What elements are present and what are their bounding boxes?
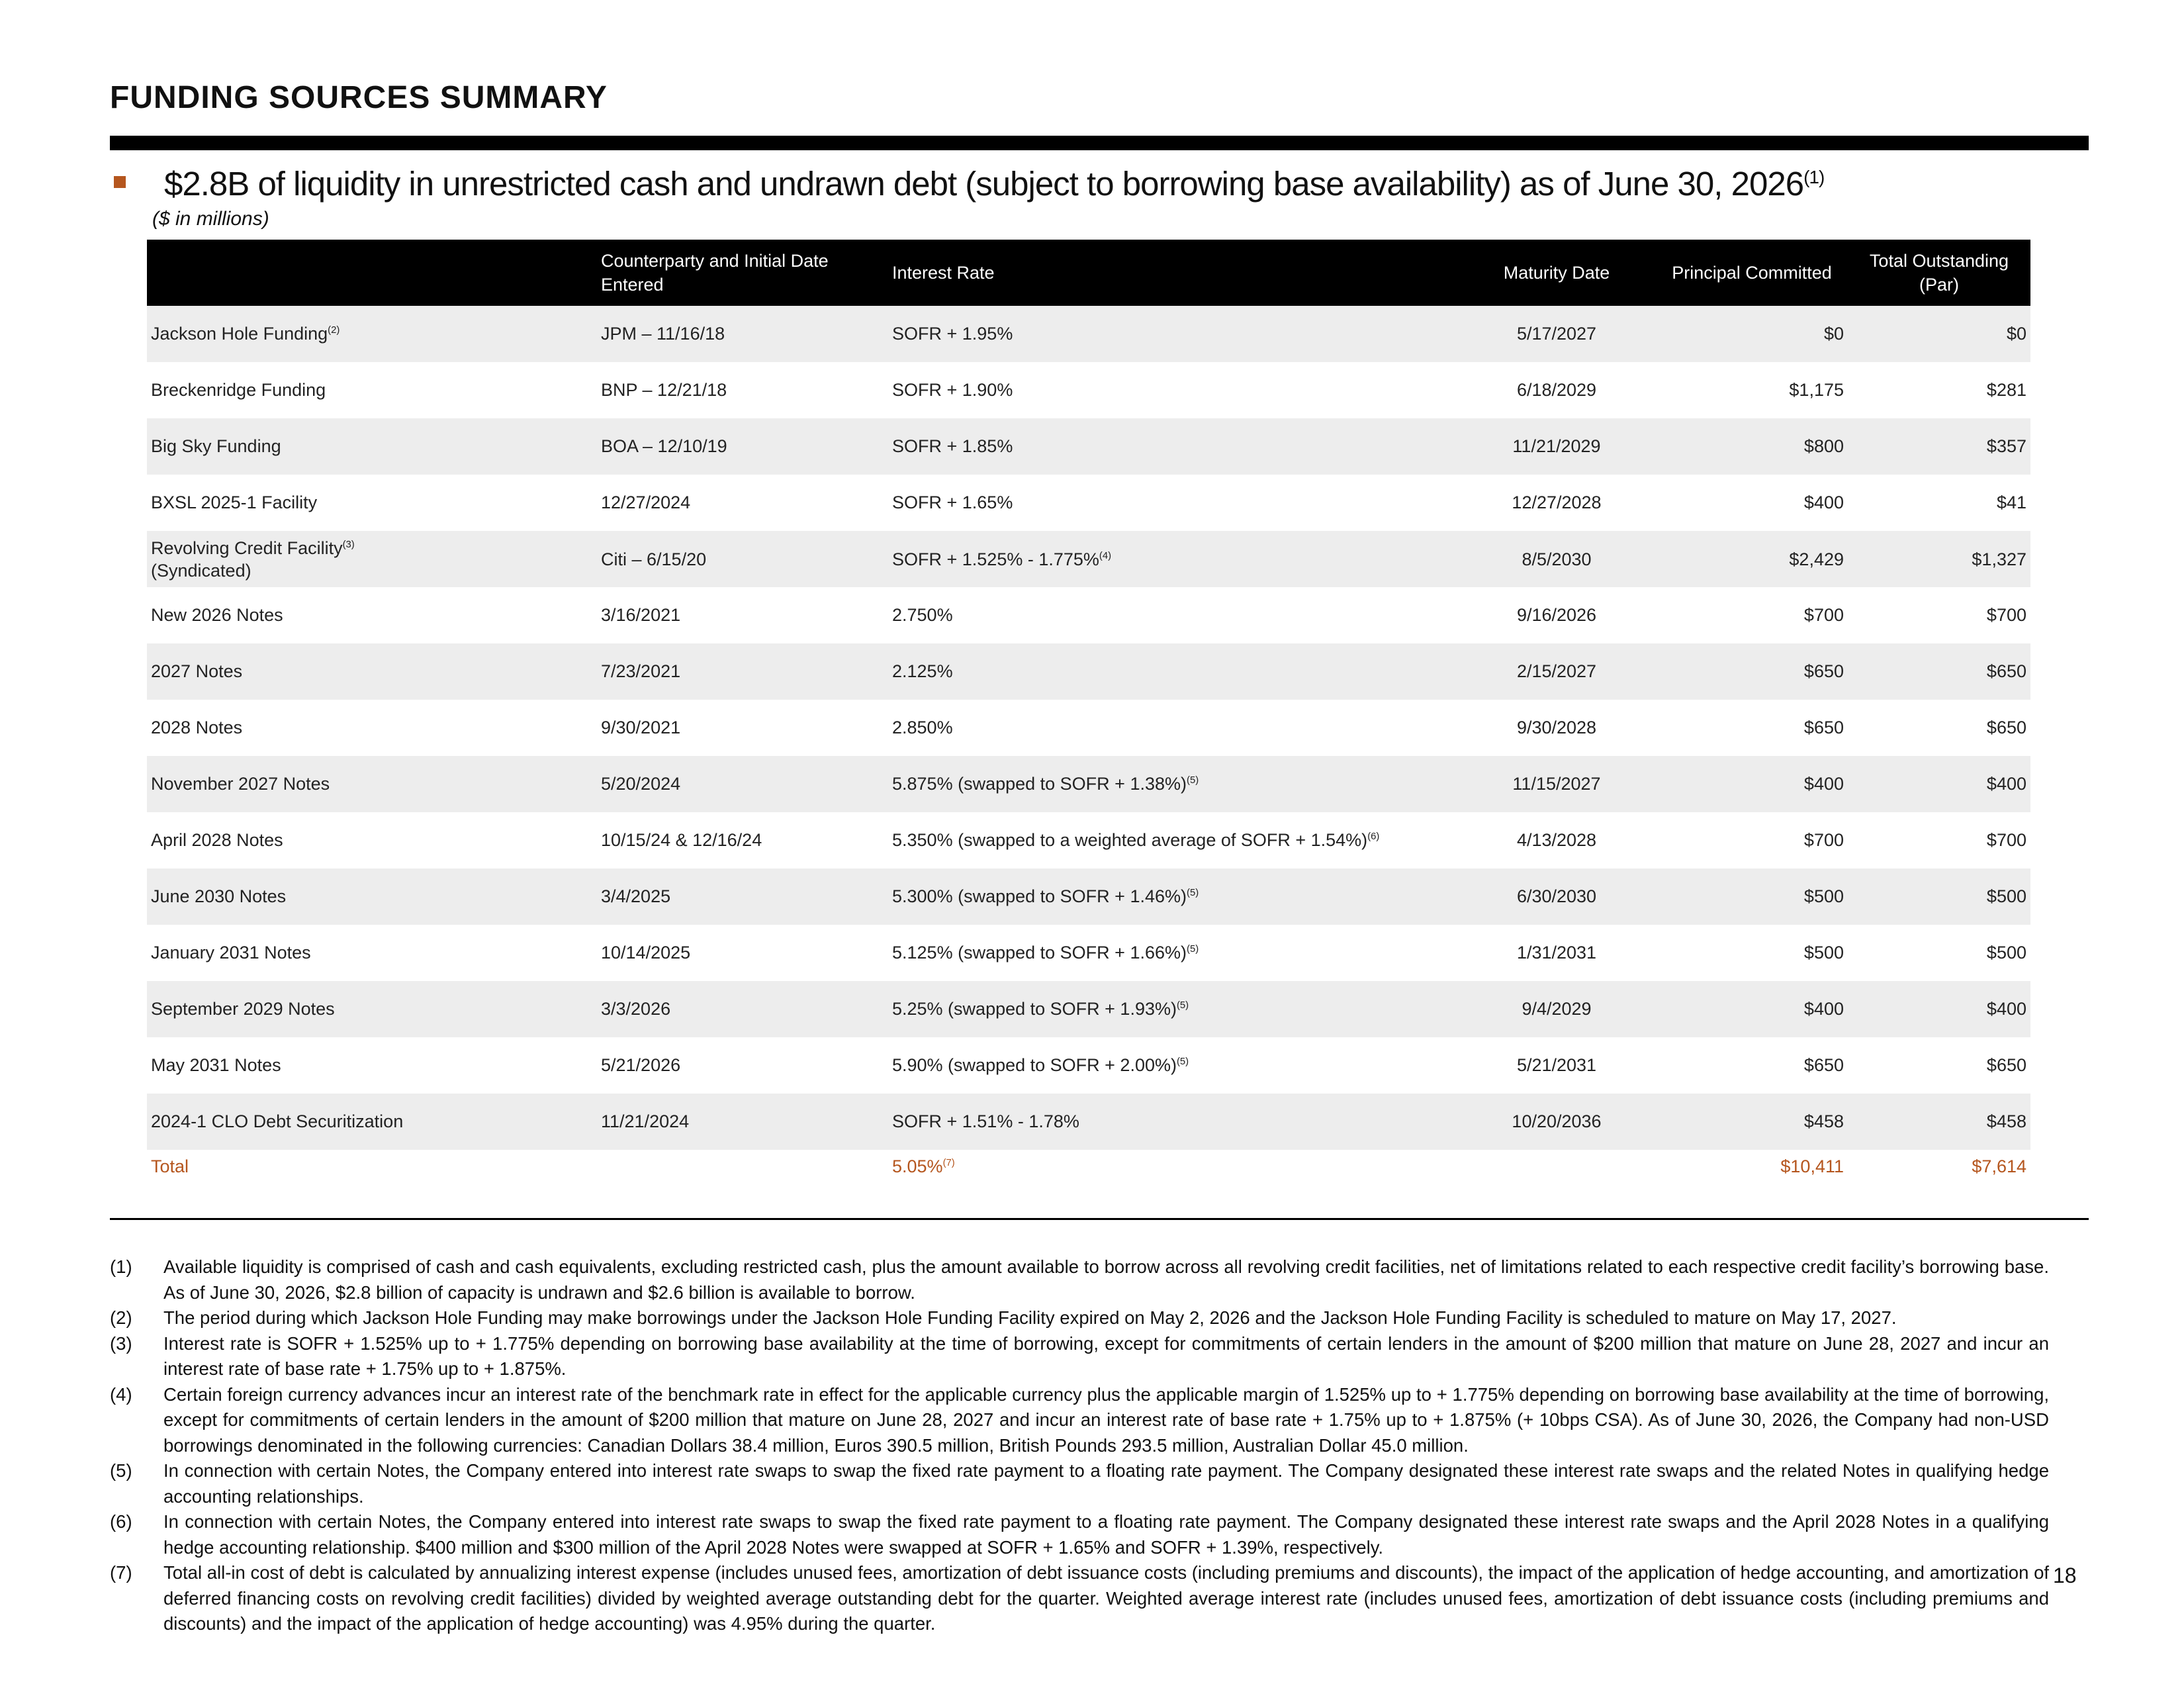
footnote-item	[110, 1509, 2049, 1560]
principal-committed-cell-text: $400	[1803, 492, 1844, 512]
table-body	[147, 306, 2030, 1183]
maturity-date-cell	[1457, 1037, 1656, 1094]
total-principal	[1656, 1150, 1848, 1183]
maturity-date-cell	[1457, 1094, 1656, 1150]
total-outstanding-cell	[1848, 1094, 2030, 1150]
total-principal-text: $10,411	[1780, 1156, 1844, 1176]
maturity-date-cell-text: 9/30/2028	[1516, 718, 1597, 737]
footnote-item	[110, 1254, 2049, 1305]
table-row	[147, 868, 2030, 925]
facility-name-cell-text: 2028 Notes	[151, 718, 243, 737]
principal-committed-cell-text: $800	[1803, 436, 1844, 456]
principal-committed-cell-text: $650	[1803, 718, 1844, 737]
table-row	[147, 981, 2030, 1037]
total-label	[147, 1150, 597, 1183]
maturity-date-cell-text: 6/18/2029	[1516, 380, 1597, 400]
principal-committed-cell-text: $700	[1803, 605, 1844, 625]
principal-committed-cell	[1656, 812, 1848, 868]
counterparty-cell-text: 9/30/2021	[601, 718, 681, 737]
principal-committed-cell	[1656, 1094, 1848, 1150]
total-outstanding-text: $7,614	[1972, 1156, 2026, 1176]
total-outstanding-cell	[1848, 981, 2030, 1037]
total-outstanding-cell-text: $357	[1986, 436, 2026, 456]
total-outstanding-cell-text: $400	[1986, 999, 2026, 1019]
facility-name-cell-text: Breckenridge Funding	[151, 380, 326, 400]
counterparty-cell	[597, 418, 888, 475]
total-outstanding-cell	[1848, 756, 2030, 812]
table-total-row	[147, 1150, 2030, 1183]
footnote-number: (4)	[110, 1383, 132, 1405]
maturity-date-cell	[1457, 700, 1656, 756]
counterparty-cell-text: 10/15/24 & 12/16/24	[601, 830, 762, 850]
facility-name-cell-text: Jackson Hole Funding	[151, 324, 328, 344]
interest-rate-cell-text: SOFR + 1.95%	[892, 324, 1013, 344]
total-outstanding-cell	[1848, 700, 2030, 756]
maturity-date-cell	[1457, 531, 1656, 587]
interest-rate-cell-text: SOFR + 1.85%	[892, 436, 1013, 456]
maturity-date-cell-text: 6/30/2030	[1516, 886, 1597, 906]
facility-name-cell-text: 2024-1 CLO Debt Securitization	[151, 1111, 404, 1131]
interest-rate-cell	[888, 418, 1457, 475]
total-outstanding-cell-text: $650	[1986, 661, 2026, 681]
counterparty-cell	[597, 981, 888, 1037]
footnote-text: In connection with certain Notes, the Company entered into interest rate swaps to swap the fixed rate payment to a floating rate payment. The Company designated these interest rate swaps and the related Notes in qualifying hedge accounting relationships.	[163, 1460, 2049, 1507]
principal-committed-cell-text: $700	[1803, 830, 1844, 850]
maturity-date-cell-text: 11/15/2027	[1512, 774, 1601, 794]
total-outstanding-cell	[1848, 643, 2030, 700]
principal-committed-cell-text: $650	[1803, 1055, 1844, 1075]
maturity-date-cell-text: 9/16/2026	[1516, 605, 1597, 625]
table-row	[147, 587, 2030, 643]
total-outstanding-cell-text: $700	[1986, 605, 2026, 625]
principal-committed-cell	[1656, 643, 1848, 700]
interest-rate-cell	[888, 643, 1457, 700]
interest-rate-cell-text: 5.125% (swapped to SOFR + 1.66%)	[892, 943, 1187, 962]
maturity-date-cell-text: 4/13/2028	[1516, 830, 1597, 850]
page-title: FUNDING SOURCES SUMMARY	[110, 80, 608, 115]
interest-rate-cell	[888, 756, 1457, 812]
footnote-ref: (5)	[1187, 775, 1199, 786]
table-row	[147, 306, 2030, 362]
principal-committed-cell-text: $0	[1823, 324, 1844, 344]
facility-name-cell	[147, 306, 597, 362]
total-outstanding-cell-text: $500	[1986, 886, 2026, 906]
maturity-date-cell-text: 5/17/2027	[1516, 324, 1597, 344]
total-outstanding-cell	[1848, 1037, 2030, 1094]
counterparty-cell-text: 3/4/2025	[601, 886, 671, 906]
maturity-date-cell	[1457, 475, 1656, 531]
facility-name-cell	[147, 643, 597, 700]
table-row	[147, 1094, 2030, 1150]
facility-name-cell	[147, 362, 597, 418]
principal-committed-cell-text: $400	[1803, 774, 1844, 794]
table-row	[147, 362, 2030, 418]
interest-rate-cell-text: SOFR + 1.65%	[892, 492, 1013, 512]
footnote-text: Available liquidity is comprised of cash and cash equivalents, excluding restricted cash, plus the amount available to borrow across all revolving credit facilities, net of limitations related to each respective credit facility’s borrowing base. As of June 30, 2026, $2.8 billion of capacity is undrawn and $2.6 billion is available to borrow.	[163, 1256, 2049, 1303]
interest-rate-cell-text: 5.300% (swapped to SOFR + 1.46%)	[892, 886, 1187, 906]
counterparty-cell-text: 10/14/2025	[601, 943, 691, 962]
facility-name-cell	[147, 756, 597, 812]
footnote-ref: (5)	[1187, 888, 1199, 898]
total-outstanding-cell-text: $281	[1986, 380, 2026, 400]
maturity-date-cell-text: 12/27/2028	[1512, 492, 1602, 512]
header-counterparty: Counterparty and Initial Date Entered	[597, 240, 888, 306]
interest-rate-cell	[888, 700, 1457, 756]
footnote-text: Total all-in cost of debt is calculated by annualizing interest expense (includes unused fees, amortization of debt issuance costs (including premiums and discounts), the impact of the application of hedge accounting, and amortization of deferred financing costs on revolving credit facilities) divided by weighted average outstanding debt for the quarter. Weighted average interest rate (includes unused fees, amortization of debt issuance costs (including premiums and discounts) and the impact of the application of hedge accounting) was 4.95% during the quarter.	[163, 1562, 2049, 1634]
principal-committed-cell-text: $2,429	[1789, 549, 1844, 569]
counterparty-cell	[597, 643, 888, 700]
footnote-ref: (5)	[1187, 944, 1199, 955]
counterparty-cell-text: 3/16/2021	[601, 605, 681, 625]
footnotes	[110, 1254, 2049, 1637]
facility-name-cell-text: November 2027 Notes	[151, 774, 330, 794]
interest-rate-cell-text: 2.125%	[892, 661, 953, 681]
counterparty-cell-text: 5/20/2024	[601, 774, 681, 794]
table-header-row	[147, 240, 2030, 306]
interest-rate-cell	[888, 475, 1457, 531]
maturity-date-cell	[1457, 643, 1656, 700]
headline-footnote-ref: (1)	[1803, 167, 1825, 187]
maturity-date-cell-text: 9/4/2029	[1522, 999, 1592, 1019]
total-outstanding-cell-text: $700	[1986, 830, 2026, 850]
interest-rate-cell	[888, 1094, 1457, 1150]
units-note: ($ in millions)	[152, 208, 269, 230]
principal-committed-cell	[1656, 700, 1848, 756]
principal-committed-cell	[1656, 531, 1848, 587]
footnote-item	[110, 1458, 2049, 1509]
total-outstanding-cell	[1848, 418, 2030, 475]
table-row	[147, 643, 2030, 700]
counterparty-cell	[597, 1037, 888, 1094]
facility-name-cell	[147, 981, 597, 1037]
facility-name-cell	[147, 1094, 597, 1150]
principal-committed-cell-text: $650	[1803, 661, 1844, 681]
counterparty-cell	[597, 925, 888, 981]
counterparty-cell-text: JPM – 11/16/18	[601, 324, 725, 344]
interest-rate-cell-text: 5.875% (swapped to SOFR + 1.38%)	[892, 774, 1187, 794]
total-outstanding-cell-text: $650	[1986, 718, 2026, 737]
counterparty-cell	[597, 812, 888, 868]
total-empty-cell	[1457, 1150, 1656, 1183]
counterparty-cell	[597, 868, 888, 925]
table-row	[147, 700, 2030, 756]
principal-committed-cell	[1656, 925, 1848, 981]
counterparty-cell	[597, 531, 888, 587]
principal-committed-cell-text: $500	[1803, 886, 1844, 906]
maturity-date-cell-text: 10/20/2036	[1512, 1111, 1602, 1131]
footnote-text: Certain foreign currency advances incur an interest rate of the benchmark rate in effect for the applicable currency plus the applicable margin of 1.525% up to + 1.775% depending on borrowing base availability at the time of borrowing, except for commitments of certain lenders in the amount of $200 million that mature on June 28, 2027 and incur an interest rate of base rate + 1.75% up to + 1.875% (+ 10bps CSA). As of June 30, 2026, the Company had non-USD borrowings denominated in the following currencies: Canadian Dollars 38.4 million, Euros 390.5 million, British Pounds 293.5 million, Australian Dollar 45.0 million.	[163, 1383, 2049, 1456]
footnote-item	[110, 1331, 2049, 1382]
total-outstanding-cell	[1848, 587, 2030, 643]
footnote-divider	[110, 1218, 2089, 1220]
facility-name-cell-text: June 2030 Notes	[151, 886, 287, 906]
principal-committed-cell-text: $458	[1803, 1111, 1844, 1131]
headline-text	[164, 164, 1824, 203]
counterparty-cell-text: Citi – 6/15/20	[601, 549, 707, 569]
headline-body: $2.8B of liquidity in unrestricted cash and undrawn debt (subject to borrowing base availability) as of June 30, 2026	[164, 165, 1804, 203]
principal-committed-cell-text: $1,175	[1789, 380, 1844, 400]
table-row	[147, 1037, 2030, 1094]
counterparty-cell	[597, 306, 888, 362]
title-divider	[110, 136, 2089, 150]
interest-rate-cell-text: SOFR + 1.51% - 1.78%	[892, 1111, 1079, 1131]
header-principal-committed: Principal Committed	[1656, 240, 1848, 306]
footnote-number: (5)	[110, 1460, 132, 1481]
footnote-text: The period during which Jackson Hole Funding may make borrowings under the Jackson Hole Funding Facility expired on May 2, 2026 and the Jackson Hole Funding Facility is scheduled to mature on May 17, 2027.	[163, 1307, 1897, 1328]
maturity-date-cell	[1457, 925, 1656, 981]
facility-name-line2: (Syndicated)	[151, 560, 251, 581]
principal-committed-cell	[1656, 1037, 1848, 1094]
maturity-date-cell	[1457, 418, 1656, 475]
maturity-date-cell-text: 2/15/2027	[1516, 661, 1597, 681]
maturity-date-cell	[1457, 306, 1656, 362]
principal-committed-cell	[1656, 306, 1848, 362]
interest-rate-cell-text: SOFR + 1.90%	[892, 380, 1013, 400]
maturity-date-cell-text: 8/5/2030	[1522, 549, 1592, 569]
footnote-ref: (3)	[342, 539, 355, 550]
counterparty-cell	[597, 587, 888, 643]
maturity-date-cell	[1457, 587, 1656, 643]
footnote-number: (3)	[110, 1333, 132, 1354]
maturity-date-cell-text: 5/21/2031	[1516, 1055, 1597, 1075]
counterparty-cell	[597, 1094, 888, 1150]
counterparty-cell-text: 7/23/2021	[601, 661, 681, 681]
counterparty-cell	[597, 700, 888, 756]
interest-rate-cell-text: SOFR + 1.525% - 1.775%	[892, 549, 1099, 569]
total-outstanding-cell-text: $458	[1986, 1111, 2026, 1131]
facility-name-cell	[147, 587, 597, 643]
total-empty-cell	[597, 1150, 888, 1183]
counterparty-cell-text: 5/21/2026	[601, 1055, 681, 1075]
counterparty-cell	[597, 362, 888, 418]
facility-name-cell	[147, 700, 597, 756]
facility-name-cell	[147, 1037, 597, 1094]
facility-name-cell	[147, 925, 597, 981]
total-label-text: Total	[151, 1156, 189, 1176]
header-interest-rate: Interest Rate	[888, 240, 1457, 306]
footnote-item	[110, 1560, 2049, 1637]
table-row	[147, 812, 2030, 868]
total-outstanding	[1848, 1150, 2030, 1183]
principal-committed-cell	[1656, 362, 1848, 418]
principal-committed-cell-text: $400	[1803, 999, 1844, 1019]
counterparty-cell	[597, 475, 888, 531]
footnote-ref: (6)	[1367, 831, 1380, 842]
facility-name-cell	[147, 418, 597, 475]
total-outstanding-cell-text: $400	[1986, 774, 2026, 794]
facility-name-cell-text: January 2031 Notes	[151, 943, 311, 962]
facility-name-cell	[147, 812, 597, 868]
facility-name-cell-text: Big Sky Funding	[151, 436, 281, 456]
maturity-date-cell	[1457, 756, 1656, 812]
facility-name-cell-text: May 2031 Notes	[151, 1055, 281, 1075]
total-outstanding-cell	[1848, 531, 2030, 587]
counterparty-cell-text: BOA – 12/10/19	[601, 436, 727, 456]
total-outstanding-cell-text: $1,327	[1972, 549, 2026, 569]
maturity-date-cell-text: 1/31/2031	[1516, 943, 1597, 962]
interest-rate-cell-text: 2.850%	[892, 718, 953, 737]
table-row	[147, 925, 2030, 981]
facility-name-cell-text: Revolving Credit Facility	[151, 538, 343, 558]
footnote-ref: (4)	[1099, 550, 1112, 561]
principal-committed-cell	[1656, 981, 1848, 1037]
total-outstanding-cell-text: $500	[1986, 943, 2026, 962]
interest-rate-cell	[888, 868, 1457, 925]
footnote-ref: (2)	[328, 325, 340, 336]
interest-rate-cell	[888, 587, 1457, 643]
header-maturity-date: Maturity Date	[1457, 240, 1656, 306]
facility-name-cell-text: 2027 Notes	[151, 661, 243, 681]
table-row	[147, 531, 2030, 587]
interest-rate-cell	[888, 812, 1457, 868]
maturity-date-cell	[1457, 981, 1656, 1037]
footnote-number: (2)	[110, 1307, 132, 1328]
facility-name-cell-text: September 2029 Notes	[151, 999, 335, 1019]
table-row	[147, 418, 2030, 475]
footnote-ref: (5)	[1176, 1056, 1189, 1067]
total-outstanding-cell-text: $0	[2006, 324, 2026, 344]
principal-committed-cell-text: $500	[1803, 943, 1844, 962]
counterparty-cell	[597, 756, 888, 812]
facility-name-cell-text: New 2026 Notes	[151, 605, 283, 625]
total-outstanding-cell-text: $41	[1996, 492, 2026, 512]
table-row	[147, 756, 2030, 812]
footnote-ref: (7)	[942, 1157, 955, 1168]
funding-sources-table	[147, 240, 2030, 1183]
counterparty-cell-text: 12/27/2024	[601, 492, 691, 512]
facility-name-cell	[147, 531, 597, 587]
interest-rate-cell	[888, 981, 1457, 1037]
total-outstanding-cell	[1848, 868, 2030, 925]
total-outstanding-cell	[1848, 362, 2030, 418]
footnote-number: (7)	[110, 1562, 132, 1583]
interest-rate-cell	[888, 362, 1457, 418]
facility-name-cell	[147, 868, 597, 925]
maturity-date-cell	[1457, 812, 1656, 868]
interest-rate-cell	[888, 306, 1457, 362]
footnote-item	[110, 1305, 2049, 1331]
interest-rate-cell-text: 2.750%	[892, 605, 953, 625]
total-outstanding-cell-text: $650	[1986, 1055, 2026, 1075]
footnote-ref: (5)	[1176, 1000, 1189, 1011]
table-row	[147, 475, 2030, 531]
facility-name-cell-text: April 2028 Notes	[151, 830, 283, 850]
total-rate-text: 5.05%	[892, 1156, 943, 1176]
principal-committed-cell	[1656, 475, 1848, 531]
footnote-text: Interest rate is SOFR + 1.525% up to + 1.775% depending on borrowing base availability at the time of borrowing, except for commitments of certain lenders in the amount of $200 million that mature on June 28, 2027 and incur an interest rate of base rate + 1.75% up to + 1.875%.	[163, 1333, 2049, 1379]
footnote-text: In connection with certain Notes, the Company entered into interest rate swaps to swap the fixed rate payment to a floating rate payment. The Company designated these interest rate swaps and the April 2028 Notes in a qualifying hedge accounting relationship. $400 million and $300 million of the April 2028 Notes were swapped at SOFR + 1.65% and SOFR + 1.39%, respectively.	[163, 1511, 2049, 1558]
header-total-outstanding: Total Outstanding (Par)	[1848, 240, 2030, 306]
interest-rate-cell-text: 5.25% (swapped to SOFR + 1.93%)	[892, 999, 1177, 1019]
footnote-item	[110, 1382, 2049, 1459]
interest-rate-cell	[888, 1037, 1457, 1094]
interest-rate-cell	[888, 925, 1457, 981]
maturity-date-cell-text: 11/21/2029	[1512, 436, 1601, 456]
principal-committed-cell	[1656, 868, 1848, 925]
counterparty-cell-text: 11/21/2024	[601, 1111, 690, 1131]
footnote-number: (1)	[110, 1256, 132, 1277]
square-bullet-icon	[114, 176, 126, 188]
footnote-number: (6)	[110, 1511, 132, 1532]
counterparty-cell-text: 3/3/2026	[601, 999, 671, 1019]
principal-committed-cell	[1656, 587, 1848, 643]
principal-committed-cell	[1656, 418, 1848, 475]
counterparty-cell-text: BNP – 12/21/18	[601, 380, 727, 400]
header-facility	[147, 240, 597, 306]
principal-committed-cell	[1656, 756, 1848, 812]
interest-rate-cell-text: 5.350% (swapped to a weighted average of SOFR + 1.54%)	[892, 830, 1368, 850]
total-outstanding-cell	[1848, 812, 2030, 868]
total-outstanding-cell	[1848, 925, 2030, 981]
total-outstanding-cell	[1848, 475, 2030, 531]
maturity-date-cell	[1457, 362, 1656, 418]
total-rate	[888, 1150, 1457, 1183]
total-outstanding-cell	[1848, 306, 2030, 362]
facility-name-cell	[147, 475, 597, 531]
maturity-date-cell	[1457, 868, 1656, 925]
interest-rate-cell	[888, 531, 1457, 587]
page-number: 18	[2053, 1564, 2077, 1587]
facility-name-cell-text: BXSL 2025-1 Facility	[151, 492, 318, 512]
interest-rate-cell-text: 5.90% (swapped to SOFR + 2.00%)	[892, 1055, 1177, 1075]
